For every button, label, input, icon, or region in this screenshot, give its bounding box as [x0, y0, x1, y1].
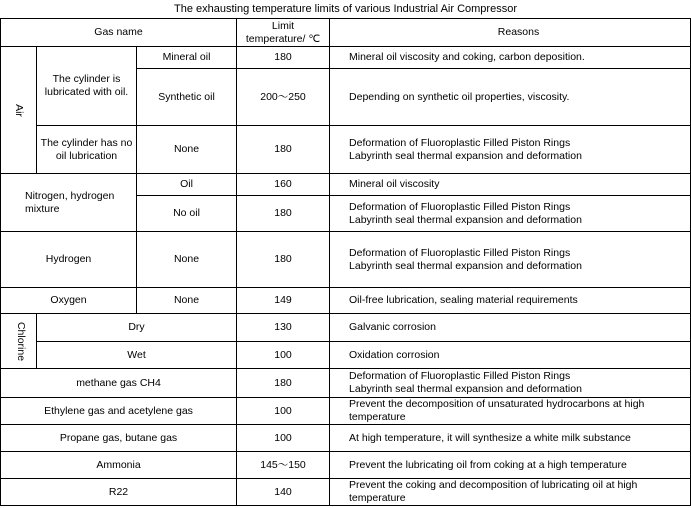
- reason-text: Galvanic corrosion: [330, 314, 691, 342]
- reason-text: Prevent the coking and decomposition of lubricating oil at high temperature: [330, 479, 691, 506]
- lubricant-type: None: [137, 126, 237, 174]
- air-lubricated-label: The cylinder is lubricated with oil.: [37, 47, 137, 126]
- table-row: [1, 479, 691, 506]
- limit-temperature: 100: [237, 342, 330, 369]
- reason-line: Deformation of Fluoroplastic Filled Piston Rings: [349, 136, 571, 149]
- temperature-limits-table: [0, 18, 691, 506]
- table-title: The exhausting temperature limits of various Industrial Air Compressor: [174, 3, 517, 15]
- reason-text: Depending on synthetic oil properties, viscosity.: [330, 69, 691, 126]
- air-group-label: [1, 47, 37, 174]
- lubricant-type: Oil: [137, 174, 237, 196]
- limit-temperature: 130: [237, 314, 330, 342]
- limit-temperature: 145～150: [237, 452, 330, 479]
- reason-text: Prevent the decomposition of unsaturated hydrocarbons at high temperature: [330, 398, 691, 425]
- nitrogen-hydrogen-label: Nitrogen, hydrogen mixture: [1, 174, 137, 232]
- lubricant-type: Mineral oil: [137, 47, 237, 69]
- limit-temperature: 140: [237, 479, 330, 506]
- chlorine-label: Chlorine: [15, 321, 28, 361]
- chlorine-condition: Dry: [37, 314, 237, 342]
- header-gas-name: Gas name: [1, 19, 237, 47]
- air-no-lubrication-label: The cylinder has no oil lubrication: [37, 126, 137, 174]
- lubricant-type: Synthetic oil: [137, 69, 237, 126]
- table-row: [1, 452, 691, 479]
- oxygen-label: Oxygen: [1, 288, 137, 314]
- reason-text: [330, 126, 691, 174]
- lubricant-type: None: [137, 232, 237, 288]
- limit-temperature: 200～250: [237, 69, 330, 126]
- limit-temperature: 180: [237, 196, 330, 232]
- reason-text: Oxidation corrosion: [330, 342, 691, 369]
- reason-text: [330, 369, 691, 398]
- chlorine-condition: Wet: [37, 342, 237, 369]
- limit-temperature: 180: [237, 232, 330, 288]
- ethylene-label: Ethylene gas and acetylene gas: [1, 398, 237, 425]
- limit-temperature: 100: [237, 425, 330, 452]
- methane-label: methane gas CH4: [1, 369, 237, 398]
- lubricant-type: None: [137, 288, 237, 314]
- reason-line: Labyrinth seal thermal expansion and deformation: [349, 259, 582, 272]
- header-limit-temperature: [237, 19, 330, 47]
- propane-label: Propane gas, butane gas: [1, 425, 237, 452]
- limit-temperature: 100: [237, 398, 330, 425]
- table-row: [1, 288, 691, 314]
- reason-text: [330, 196, 691, 232]
- limit-temperature: 180: [237, 47, 330, 69]
- limit-temperature: 149: [237, 288, 330, 314]
- air-label: Air: [13, 103, 25, 117]
- header-limit-line1: Limit: [271, 19, 295, 32]
- reason-text: Mineral oil viscosity: [330, 174, 691, 196]
- table-row: [1, 398, 691, 425]
- reason-line: Labyrinth seal thermal expansion and deformation: [349, 149, 582, 162]
- table-row: [1, 232, 691, 288]
- limit-temperature: 160: [237, 174, 330, 196]
- reason-line: Labyrinth seal thermal expansion and deformation: [349, 383, 582, 395]
- header-reasons: Reasons: [330, 19, 691, 47]
- limit-temperature: 180: [237, 369, 330, 398]
- ammonia-label: Ammonia: [1, 452, 237, 479]
- table-row: [1, 174, 691, 196]
- limit-temperature: 180: [237, 126, 330, 174]
- reason-text: [330, 232, 691, 288]
- header-limit-line2: temperature/ ℃: [245, 32, 321, 45]
- reason-text: Oil-free lubrication, sealing material requirements: [330, 288, 691, 314]
- reason-text: At high temperature, it will synthesize a white milk substance: [330, 425, 691, 452]
- reason-line: Deformation of Fluoroplastic Filled Piston Rings: [349, 370, 571, 382]
- reason-line: Deformation of Fluoroplastic Filled Piston Rings: [349, 200, 571, 213]
- table-row: [1, 126, 691, 174]
- hydrogen-label: Hydrogen: [1, 232, 137, 288]
- table-row: [1, 369, 691, 398]
- table-row: [1, 425, 691, 452]
- table-row: [1, 47, 691, 69]
- reason-line: Labyrinth seal thermal expansion and deformation: [349, 213, 582, 226]
- r22-label: R22: [1, 479, 237, 506]
- lubricant-type: No oil: [137, 196, 237, 232]
- table-header-row: [1, 19, 691, 47]
- reason-text: Prevent the lubricating oil from coking at a high temperature: [330, 452, 691, 479]
- reason-line: Deformation of Fluoroplastic Filled Piston Rings: [349, 246, 571, 259]
- table-row: [1, 314, 691, 342]
- chlorine-group-label: [1, 314, 37, 369]
- table-row: [1, 342, 691, 369]
- reason-text: Mineral oil viscosity and coking, carbon deposition.: [330, 47, 691, 69]
